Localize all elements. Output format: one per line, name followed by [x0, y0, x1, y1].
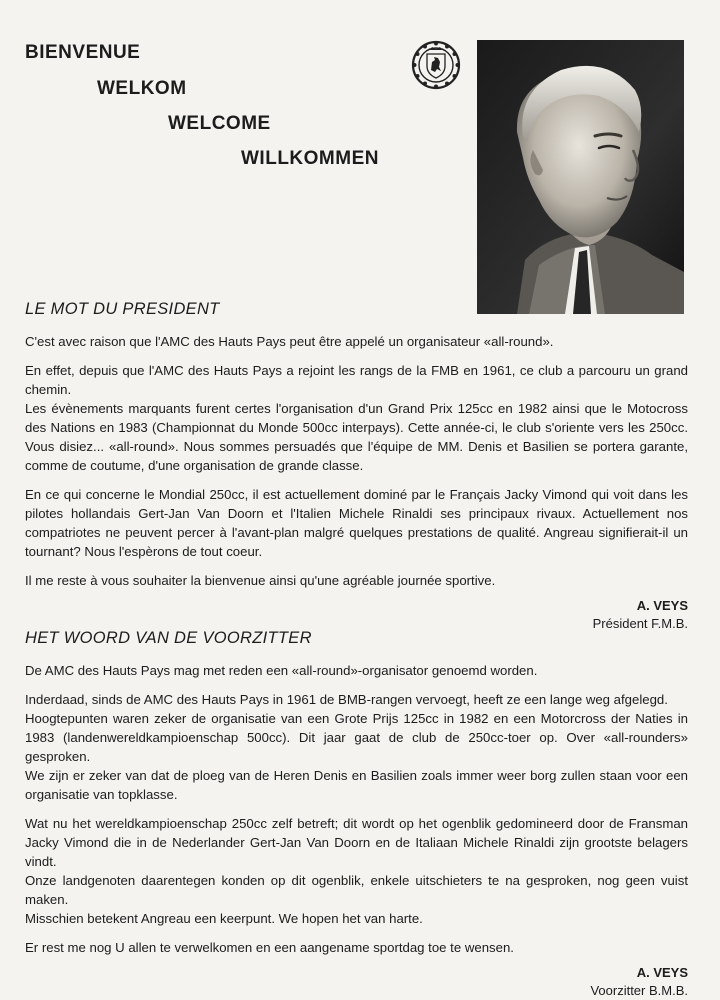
french-heading: LE MOT DU PRESIDENT [25, 300, 220, 318]
dutch-signature [25, 964, 688, 1000]
dutch-paragraph: Er rest me nog U allen te verwelkomen en een aangename sportdag toe te wensen. [25, 940, 514, 955]
french-section [25, 300, 688, 633]
signature-name: A. VEYS [636, 598, 688, 613]
dutch-paragraph: Inderdaad, sinds de AMC des Hauts Pays in 1961 de BMB-rangen vervoegt, heeft ze een lange weg afgelegd. Hoogtepunten waren zeker de organisatie van een Grote Prijs 125cc in 1982 en een Motorcross der Naties in 1983 (landenwereldkampioenschap 500cc). Dit jaar gaat de club de 250cc-toer op. Over «all-rounders» gesproken. We zijn er zeker van dat de ploeg van de Heren Denis en Basilien zoals immer weer borg zullen staan voor een organisatie van topklasse. [25, 692, 688, 802]
french-paragraph: Il me reste à vous souhaiter la bienvenue ainsi qu'une agréable journée sportive. [25, 573, 496, 588]
dutch-heading: HET WOORD VAN DE VOORZITTER [25, 629, 312, 647]
president-portrait [477, 40, 684, 314]
welcome-nl: WELKOM [97, 78, 187, 99]
signature-name: A. VEYS [636, 965, 688, 980]
french-paragraph: C'est avec raison que l'AMC des Hauts Pays peut être appelé un organisateur «all-round». [25, 334, 554, 349]
dutch-paragraph: De AMC des Hauts Pays mag met reden een «all-round»-organisator genoemd worden. [25, 663, 538, 678]
fmb-emblem-icon [411, 40, 461, 90]
welcome-fr: BIENVENUE [25, 42, 141, 63]
signature-role: Voorzitter B.M.B. [590, 983, 688, 998]
dutch-paragraph: Wat nu het wereldkampioenschap 250cc zelf betreft; dit wordt op het ogenblik gedomineerd door de Fransman Jacky Vimond die in de Nederlander Gert-Jan Van Doorn en de Italiaan Michele Rinaldi zijn grootste belagers vindt. Onze landgenoten daarentegen konden op dit ogenblik, enkele uitschieters te na gesproken, nog geen vuist maken. Misschien betekent Angreau een keerpunt. We hopen het van harte. [25, 816, 688, 926]
dutch-section [25, 629, 688, 1000]
french-paragraph: En ce qui concerne le Mondial 250cc, il est actuellement dominé par le Français Jacky Vimond qui voit dans les pilotes hollandais Gert-Jan Van Doorn et l'Italien Michele Rinaldi ses principaux rivaux. Actuellement nos compatriotes ne peuvent percer à l'avant-plan malgré quelques prestations de qualité. Angreau signifierait-il un tournant? Nous l'espèrons de tout coeur. [25, 487, 688, 559]
welcome-en: WELCOME [168, 113, 271, 134]
welcome-de: WILLKOMMEN [241, 148, 379, 169]
french-paragraph: En effet, depuis que l'AMC des Hauts Pays a rejoint les rangs de la FMB en 1961, ce club a parcouru un grand chemin. Les évènements marquants furent certes l'organisation d'un Grand Prix 125cc en 1982 ainsi que le Motocross des Nations en 1983 (Championnat du Monde 500cc interpays). Cette année-ci, le club s'oriente vers les 250cc. Vous disiez... «all-round». Nous sommes persuadés que l'équipe de MM. Denis et Basilien se portera garante, comme de coutume, d'une organisation de grande classe. [25, 363, 688, 473]
french-signature [25, 597, 688, 633]
signature-role: Président F.M.B. [592, 616, 688, 631]
